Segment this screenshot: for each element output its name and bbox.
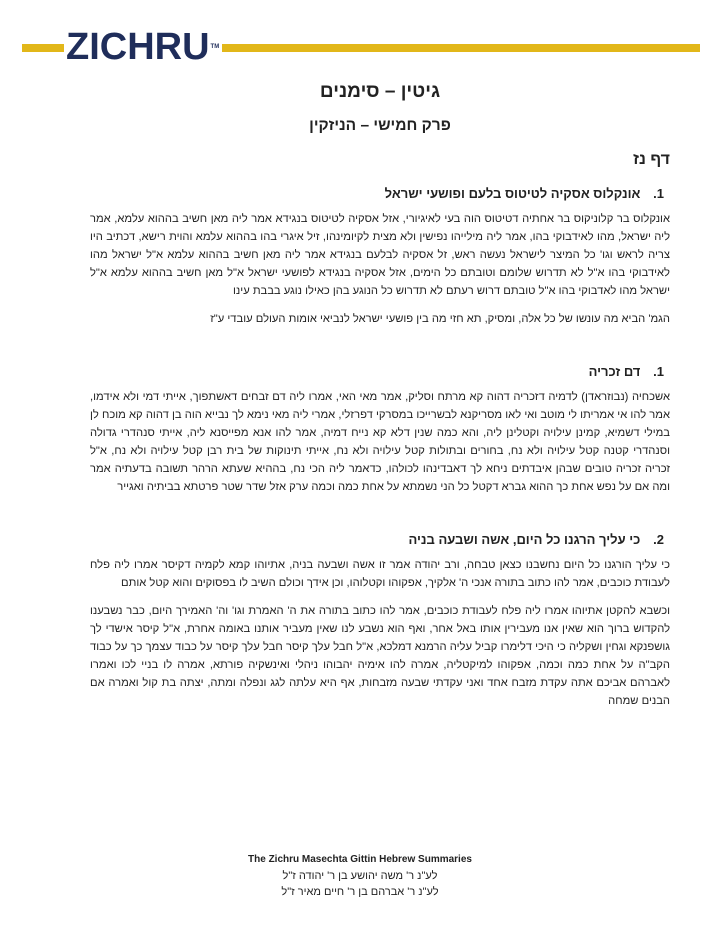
section-heading bbox=[90, 184, 670, 204]
section-heading bbox=[90, 530, 670, 550]
logo-wordmark bbox=[66, 28, 219, 66]
section-paragraph: אשכחיה (נבוזראדן) לדמיה דזכריה דהוה קא מרתח וסליק, אמר מאי האי, אמרו ליה דם זבחים דאשתפוך, אייתי דמי ולא אידמו, אמר להו אי אמריתו לי מוטב ואי לאו מסריקנא לבשרייכו במסרקי דפרזלי, אמרי ליה מאי נימא לך נבייא הוה בן דהוה קא מוכח לן במילי דשמיא, קמינן עילויה וקטלינן ליה, והא כמה שנין דלא קא נייח דמיה, אמר להו אנא מפייסנא ליה, אייתי סנהדרי גדולה וסנהדרי קטנה קטל עילויה ולא נח, בחורים ובתולות קטל עילויה ולא נח, אייתי תינוקות של בית רבן קטל עילויה ולא נח, א"ל זכריה זכריה טובים שבהן איבדתים ניחא לך דאבדינהו לכולהו, כדאמר ליה הכי נח, בההיא שעתא הרהר תשובה בדעתיה אמר ומה אם על נפש אחת כך ההוא גברא דקטל כל הני נשמתא על אחת כמה וכמה ערק אזל שדר שטר פרטתא בביתיה ואגייר bbox=[90, 391, 670, 493]
section-paragraph: הגמ' הביא מה עונשו של כל אלה, ומסיק, תא חזי מה בין פושעי ישראל לנביאי אומות העולם עובדי ע"ז bbox=[210, 313, 670, 325]
footer-dedication-cut: לע"נ ר' אברהם בן ר' חיים מאיר ז"ל bbox=[281, 886, 439, 898]
section-title: כי עליך הרגנו כל היום, אשה ושבעה בניה bbox=[408, 532, 641, 547]
header-accent-bar-left bbox=[22, 44, 64, 52]
section-paragraph: וכשבא להקטן אתיוהו אמרו ליה פלח לעבודת כוכבים, אמר להו כתוב בתורה את ה' האמרת וגו' וה' האמירך היום, כבר נשבענו להקדוש ברוך הוא שאין אנו מעבירין אותו באל אחר, ואף הוא נשבע לנו שאין מעביר אותנו באומה אחרת, א"ל קיסר אישדי לך גושפנקא וגחין ושקליה כי היכי דלימרו קביל עליה הרמנא דמלכא, א"ל חבל עלך קיסר חבל עלך קיסר על כבוד עצמך כך על כבוד הקב"ה על אחת כמה וכמה, אפקוהו למיקטליה, אמרה להו אימיה יהבוהו ניהלי ואינשקיה פורתא, אמרה לו בניי לכו ואמרו לאברהם אביכם אתה עקדת מזבח אחד ואני עקדתי שבעה מזבחות, אף היא עלתה לגג ונפלה ומתה, יצתה בת קול ואמרה אם הבנים שמחה bbox=[90, 605, 670, 707]
section-number: 1. bbox=[653, 186, 664, 201]
daf-heading: דף נז bbox=[633, 151, 670, 168]
section-paragraph: כי עליך הורגנו כל היום נחשבנו כצאן טבחה, ורב יהודה אמר זו אשה ושבעה בניה, אתיוהו קמא לקמיה דקיסר אמרו ליה פלח לעבודת כוכבים, אמר להו כתוב בתורה אנכי ה' אלקיך, אפקוהו וקטלוהו, וכן אידך וכולם השיב לו בפסוקים והוא קטל אותם bbox=[90, 559, 670, 589]
document-body bbox=[90, 70, 670, 710]
section-paragraph: אונקלוס בר קלוניקוס בר אחתיה דטיטוס הוה בעי לאיגיורי, אזל אסקיה לטיטוס בנגידא אמר ליה מאן חשיב בההוא עלמא, אמר ליה ישראל, מהו לאידבוקי בהו, אמר ליה מילייהו נפישין ולא מצית לקיומינהו, זיל איגרי בהו בההוא עלמא והוית רישא, דכתיב היו צריה לראש וגו' כל המיצר לישראל נעשה ראש, זל אסקיה לבלעם בנגידא אמר ליה מאן חשיב בההוא עלמא א"ל ישראל מהו לאידבוקי בהו א"ל לא תדרוש שלומם וטובתם כל הימים, אזל אסקיה בנגידא לפושעי ישראל א"ל מאן חשיב בההוא עלמא א"ל ישראל מהו לאדבוקי בהו א"ל טובתם דרוש רעתם לא תדרוש כל הנוגע בהן כאילו נוגע בבבת עינו bbox=[90, 213, 670, 297]
logo-trademark: TM bbox=[210, 44, 220, 50]
section-number: 2. bbox=[653, 532, 664, 547]
header-accent-bar-right bbox=[222, 44, 700, 52]
page-header bbox=[0, 0, 720, 80]
footer-title: The Zichru Masechta Gittin Hebrew Summaries bbox=[248, 854, 472, 865]
section-title: אונקלוס אסקיה לטיטוס בלעם ופושעי ישראל bbox=[384, 186, 641, 201]
document-title: גיטין – סימנים bbox=[319, 81, 441, 102]
section-number: 1. bbox=[653, 364, 664, 379]
zichru-logo bbox=[66, 24, 226, 70]
document-subtitle: פרק חמישי – הניזקין bbox=[309, 117, 451, 134]
section-heading bbox=[90, 362, 670, 382]
page-footer bbox=[0, 852, 720, 898]
section-title: דם זכריה bbox=[588, 364, 641, 379]
footer-dedication: לע"נ ר' משה יהושע בן ר' יהודה ז"ל bbox=[282, 870, 438, 882]
logo-text: ZICHRU bbox=[66, 26, 210, 68]
